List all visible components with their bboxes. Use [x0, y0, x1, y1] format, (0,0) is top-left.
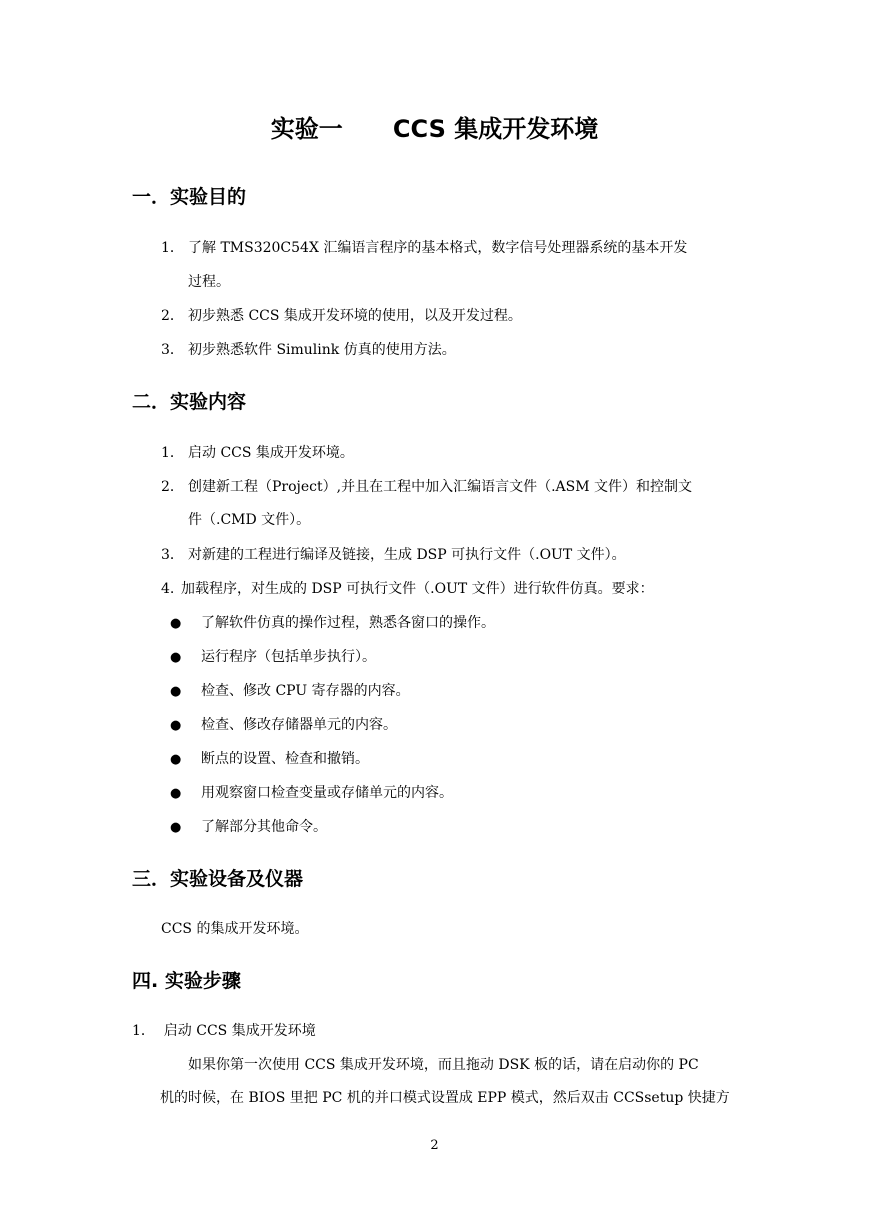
- bullet-item: ● 检查、修改存储器单元的内容。: [170, 715, 397, 736]
- list-item: [161, 238, 687, 258]
- item-text: 创建新工程（Project）,并且在工程中加入汇编语言文件（.ASM 文件）和控制文: [188, 479, 693, 495]
- item-number: 3．: [161, 342, 184, 358]
- bullet-icon: ●: [170, 820, 182, 835]
- page-number: 2: [430, 1138, 439, 1153]
- bullet-item: ● 断点的设置、检查和撤销。: [170, 749, 369, 770]
- paragraph-line: 如果你第一次使用 CCS 集成开发环境，而且拖动 DSK 板的话，请在启动你的 PC: [188, 1057, 699, 1073]
- section-heading-3: 三．实验设备及仪器: [132, 868, 304, 890]
- list-item: [161, 340, 456, 360]
- item-number: 3．: [161, 547, 184, 563]
- bullet-icon: ●: [170, 684, 182, 699]
- section-text: CCS 的集成开发环境。: [161, 921, 309, 937]
- item-continuation: 过程。: [188, 274, 230, 290]
- item-number: 2．: [161, 308, 184, 324]
- paragraph-line: 机的时候，在 BIOS 里把 PC 机的并口模式设置成 EPP 模式，然后双击 CCSsetup 快捷方: [160, 1090, 730, 1106]
- item-number: 2．: [161, 479, 184, 495]
- bullet-item: ● 了解部分其他命令。: [170, 817, 327, 838]
- bullet-icon: ●: [170, 616, 182, 631]
- list-item: [161, 579, 654, 599]
- item-text: 了解 TMS320C54X 汇编语言程序的基本格式，数字信号处理器系统的基本开发: [188, 240, 688, 256]
- item-text: 加载程序，对生成的 DSP 可执行文件（.OUT 文件）进行软件仿真。要求：: [181, 581, 654, 597]
- bullet-item: ● 运行程序（包括单步执行）。: [170, 647, 376, 668]
- bullet-item: ● 检查、修改 CPU 寄存器的内容。: [170, 681, 410, 702]
- section-heading-4: 四. 实验步骤: [132, 970, 241, 992]
- bullet-item: ● 了解软件仿真的操作过程，熟悉各窗口的操作。: [170, 613, 495, 634]
- item-text: 初步熟悉软件 Simulink 仿真的使用方法。: [188, 342, 456, 358]
- bullet-icon: ●: [170, 650, 182, 665]
- item-continuation: 件（.CMD 文件）。: [188, 512, 311, 528]
- bullet-icon: ●: [170, 718, 182, 733]
- list-item: [161, 443, 354, 463]
- page-title: 实验一 CCS 集成开发环境: [270, 115, 599, 143]
- item-text: 启动 CCS 集成开发环境。: [188, 445, 354, 461]
- item-number: 4.: [161, 581, 175, 597]
- item-number: 1．: [161, 240, 184, 256]
- item-text: 对新建的工程进行编译及链接，生成 DSP 可执行文件（.OUT 文件）。: [188, 547, 626, 563]
- bullet-icon: ●: [170, 752, 182, 767]
- list-item: [161, 477, 692, 497]
- step-heading: 1． 启动 CCS 集成开发环境: [132, 1023, 316, 1039]
- section-heading-2: 二．实验内容: [132, 391, 247, 413]
- item-number: 1．: [161, 445, 184, 461]
- list-item: [161, 306, 522, 326]
- section-heading-1: 一．实验目的: [132, 186, 247, 208]
- list-item: [161, 545, 626, 565]
- bullet-item: ● 用观察窗口检查变量或存储单元的内容。: [170, 783, 453, 804]
- bullet-icon: ●: [170, 786, 182, 801]
- item-text: 初步熟悉 CCS 集成开发环境的使用，以及开发过程。: [188, 308, 522, 324]
